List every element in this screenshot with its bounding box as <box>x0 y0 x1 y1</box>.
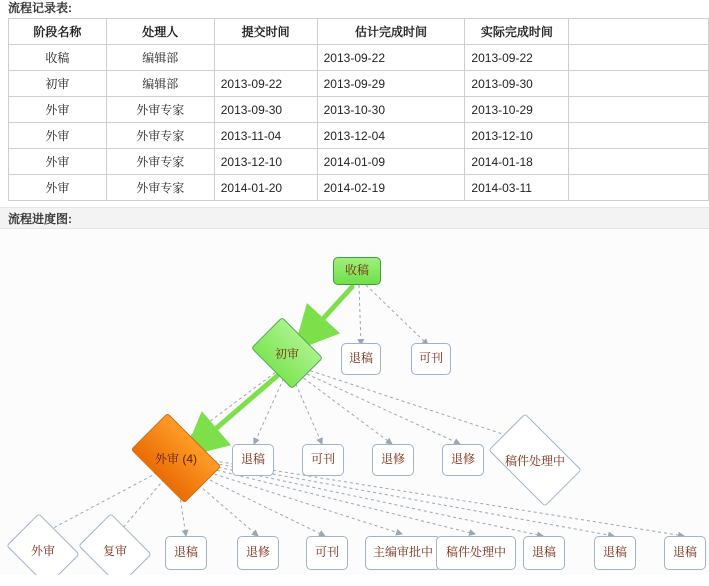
column-header-actual-time: 实际完成时间 <box>465 19 569 45</box>
table-header-row <box>9 19 709 45</box>
table-body <box>9 45 709 201</box>
flow-node-start[interactable] <box>333 257 381 285</box>
flow-node-reject-3-label: 退稿 <box>173 545 198 560</box>
cell-handler: 外审专家 <box>106 175 214 201</box>
flow-node-publishable-1-label: 可刊 <box>418 351 443 366</box>
flow-node-revise-3-label: 退修 <box>245 545 270 560</box>
cell-stage: 外审 <box>9 149 107 175</box>
flow-node-processing-1[interactable] <box>495 434 575 486</box>
records-section-title: 流程记录表: <box>8 1 72 14</box>
flow-node-external-review-3-label: 外审 <box>30 543 55 558</box>
table-row <box>9 45 709 71</box>
cell-submit-time: 2013-09-30 <box>214 97 317 123</box>
cell-actual-time: 2013-09-22 <box>465 45 569 71</box>
cell-actual-time: 2014-03-11 <box>465 175 569 201</box>
cell-estimated-time: 2013-09-22 <box>317 45 465 71</box>
flow-node-recheck[interactable] <box>86 527 144 573</box>
records-table-container <box>0 14 709 201</box>
cell-extra <box>569 123 709 149</box>
cell-estimated-time: 2013-12-04 <box>317 123 465 149</box>
cell-submit-time: 2013-11-04 <box>214 123 317 149</box>
column-header-submit-time: 提交时间 <box>214 19 317 45</box>
cell-handler: 编辑部 <box>106 45 214 71</box>
cell-handler: 外审专家 <box>106 97 214 123</box>
cell-extra <box>569 149 709 175</box>
flow-node-reject-3[interactable] <box>165 536 207 570</box>
process-records-table <box>8 18 709 201</box>
flow-node-publishable-3[interactable] <box>306 536 348 570</box>
cell-stage: 初审 <box>9 71 107 97</box>
cell-estimated-time: 2013-10-30 <box>317 97 465 123</box>
flow-node-publishable-3-label: 可刊 <box>314 545 339 560</box>
flow-node-reject-4[interactable] <box>523 536 565 570</box>
cell-estimated-time: 2013-09-29 <box>317 71 465 97</box>
column-header-estimated-time: 估计完成时间 <box>317 19 465 45</box>
table-row <box>9 123 709 149</box>
cell-extra <box>569 97 709 123</box>
cell-actual-time: 2013-12-10 <box>465 123 569 149</box>
column-header-handler: 处理人 <box>106 19 214 45</box>
cell-extra <box>569 45 709 71</box>
cell-actual-time: 2014-01-18 <box>465 149 569 175</box>
flow-node-external-review-current[interactable] <box>138 432 214 484</box>
table-row <box>9 71 709 97</box>
cell-submit-time: 2013-12-10 <box>214 149 317 175</box>
flow-node-reject-6[interactable] <box>664 536 706 570</box>
cell-extra <box>569 71 709 97</box>
cell-actual-time: 2013-10-29 <box>465 97 569 123</box>
flow-node-reject-2[interactable] <box>232 444 274 476</box>
cell-extra <box>569 175 709 201</box>
cell-stage: 外审 <box>9 97 107 123</box>
cell-estimated-time: 2014-02-19 <box>317 175 465 201</box>
flow-node-publishable-2-label: 可刊 <box>310 452 335 467</box>
flow-node-first-review[interactable] <box>258 331 316 375</box>
flow-node-processing-2-label: 稿件处理中 <box>445 545 506 560</box>
flow-node-publishable-1[interactable] <box>411 343 451 375</box>
flow-node-chief-editor-approval[interactable] <box>365 536 441 570</box>
flow-node-reject-4-label: 退稿 <box>531 545 556 560</box>
flow-node-external-review-3[interactable] <box>14 527 72 573</box>
column-header-empty <box>569 19 709 45</box>
flow-node-revise-3[interactable] <box>237 536 279 570</box>
flow-section-title: 流程进度图: <box>0 207 709 229</box>
cell-estimated-time: 2014-01-09 <box>317 149 465 175</box>
flow-node-reject-5[interactable] <box>594 536 636 570</box>
table-row <box>9 175 709 201</box>
flow-node-chief-editor-approval-label: 主编审批中 <box>372 545 433 560</box>
cell-submit-time: 2013-09-22 <box>214 71 317 97</box>
cell-handler: 外审专家 <box>106 123 214 149</box>
flow-node-reject-6-label: 退稿 <box>672 545 697 560</box>
cell-stage: 外审 <box>9 123 107 149</box>
flow-node-revise-1-label: 退修 <box>380 452 405 467</box>
cell-handler: 编辑部 <box>106 71 214 97</box>
flow-node-revise-1[interactable] <box>372 444 414 476</box>
flow-node-reject-5-label: 退稿 <box>602 545 627 560</box>
flow-node-processing-2[interactable] <box>436 536 516 570</box>
table-row <box>9 149 709 175</box>
cell-handler: 外审专家 <box>106 149 214 175</box>
table-row <box>9 97 709 123</box>
flow-node-revise-2[interactable] <box>442 444 484 476</box>
flow-node-revise-2-label: 退修 <box>450 452 475 467</box>
flow-node-publishable-2[interactable] <box>302 444 344 476</box>
flow-node-processing-1-label: 稿件处理中 <box>504 453 565 468</box>
cell-submit-time <box>214 45 317 71</box>
flow-node-reject-1-label: 退稿 <box>348 351 373 366</box>
cell-actual-time: 2013-09-30 <box>465 71 569 97</box>
flow-node-external-review-label: 外审 (4) <box>154 451 197 466</box>
flow-node-reject-2-label: 退稿 <box>240 452 265 467</box>
column-header-stage: 阶段名称 <box>9 19 107 45</box>
cell-stage: 收稿 <box>9 45 107 71</box>
flow-diagram-canvas <box>0 229 709 575</box>
flow-node-reject-1[interactable] <box>341 343 381 375</box>
flow-node-recheck-label: 复审 <box>102 543 127 558</box>
cell-submit-time: 2014-01-20 <box>214 175 317 201</box>
flow-node-first-review-label: 初审 <box>274 346 299 361</box>
cell-stage: 外审 <box>9 175 107 201</box>
flow-node-start-label: 收稿 <box>344 263 369 278</box>
